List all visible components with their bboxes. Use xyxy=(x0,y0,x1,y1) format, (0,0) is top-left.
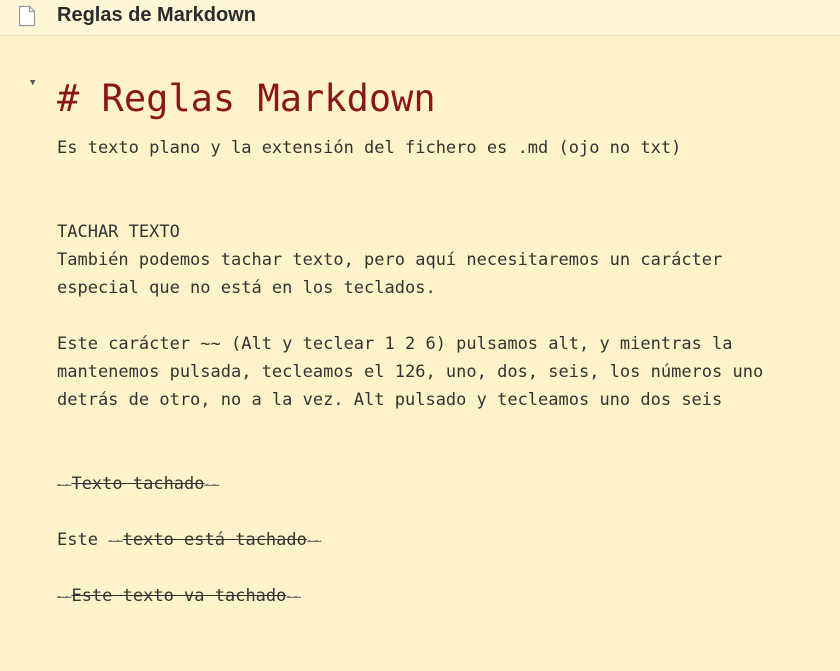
paragraph-line: especial que no está en los teclados. xyxy=(57,278,436,298)
strikethrough-example xyxy=(57,529,321,552)
paragraph-line: También podemos tachar texto, pero aquí necesitaremos un carácter xyxy=(57,250,723,270)
strike-marker-open: ~~ xyxy=(57,478,72,492)
strikethrough-text: texto está tachado xyxy=(122,530,307,550)
window-title: Reglas de Markdown xyxy=(57,4,256,26)
strike-marker-open: ~~ xyxy=(108,534,123,548)
plain-prefix: Este xyxy=(57,530,109,550)
fold-triangle-icon[interactable]: ▼ xyxy=(30,78,36,88)
title-bar xyxy=(0,0,840,36)
strike-marker-close: ~~ xyxy=(204,478,219,492)
strikethrough-text: Texto tachado xyxy=(71,474,205,494)
intro-line: Es texto plano y la extensión del fichero es .md (ojo no txt) xyxy=(57,138,682,158)
strike-marker-close: ~~ xyxy=(306,534,322,548)
strike-marker-close: ~~ xyxy=(286,590,301,604)
document-heading: # Reglas Markdown xyxy=(57,77,436,120)
paragraph-line: detrás de otro, no a la vez. Alt pulsado y tecleamos uno dos seis xyxy=(57,390,723,410)
strikethrough-example xyxy=(57,585,301,608)
document-icon xyxy=(18,5,36,27)
strikethrough-text: Este texto va tachado xyxy=(71,586,287,606)
section-title: TACHAR TEXTO xyxy=(57,222,180,242)
strike-marker-open: ~~ xyxy=(57,590,72,604)
paragraph-line: mantenemos pulsada, tecleamos el 126, uno, dos, seis, los números uno xyxy=(57,362,764,382)
strikethrough-example xyxy=(57,473,219,496)
editor-area[interactable] xyxy=(0,36,840,671)
paragraph-line: Este carácter ~~ (Alt y teclear 1 2 6) pulsamos alt, y mientras la xyxy=(57,334,733,354)
